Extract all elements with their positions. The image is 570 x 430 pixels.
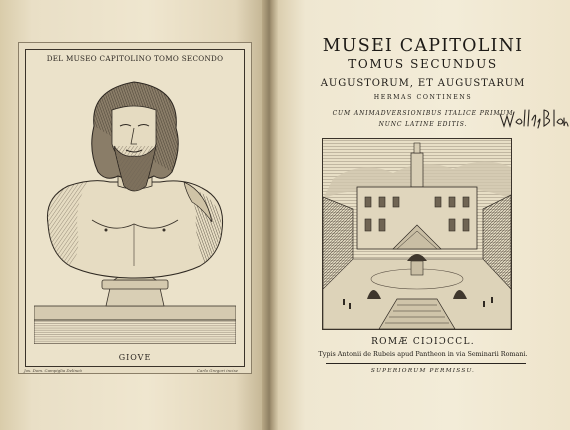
plate-caption: DEL MUSEO CAPITOLINO TOMO SECONDO xyxy=(46,54,224,63)
plate-title: GIOVE xyxy=(118,353,152,362)
imprint-license: SUPERIORUM PERMISSU. xyxy=(370,368,476,374)
title-main: MUSEI CAPITOLINI xyxy=(322,36,524,56)
title-volume: TOMUS SECUNDUS xyxy=(348,57,498,71)
title-note: CUM ANIMADVERSIONIBUS ITALICE PRIMUM xyxy=(332,110,514,117)
plate-frame xyxy=(24,49,245,373)
title-note-2: NUNC LATINE EDITIS. xyxy=(378,121,468,128)
jupiter-bust-engraving xyxy=(34,74,236,344)
imprint-printer: Typis Antonii de Rubeis apud Pantheon in via Seminarii Romani. xyxy=(318,350,528,358)
frontispiece-plate xyxy=(18,42,252,374)
title-subject: AUGUSTORUM, ET AUGUSTARUM xyxy=(320,78,526,89)
title-subject-2: HERMAS CONTINENS xyxy=(373,94,473,101)
imprint-rule xyxy=(326,363,526,364)
plate-credit-draughtsman: Jos. Dom. Campiglia Delineò xyxy=(24,368,82,373)
capitol-vignette-engraving xyxy=(322,138,512,330)
plate-credit-engraver: Carlo Gregori incise xyxy=(196,368,238,373)
imprint-place-date: ROMÆ CIƆIƆCCL. xyxy=(371,337,475,347)
